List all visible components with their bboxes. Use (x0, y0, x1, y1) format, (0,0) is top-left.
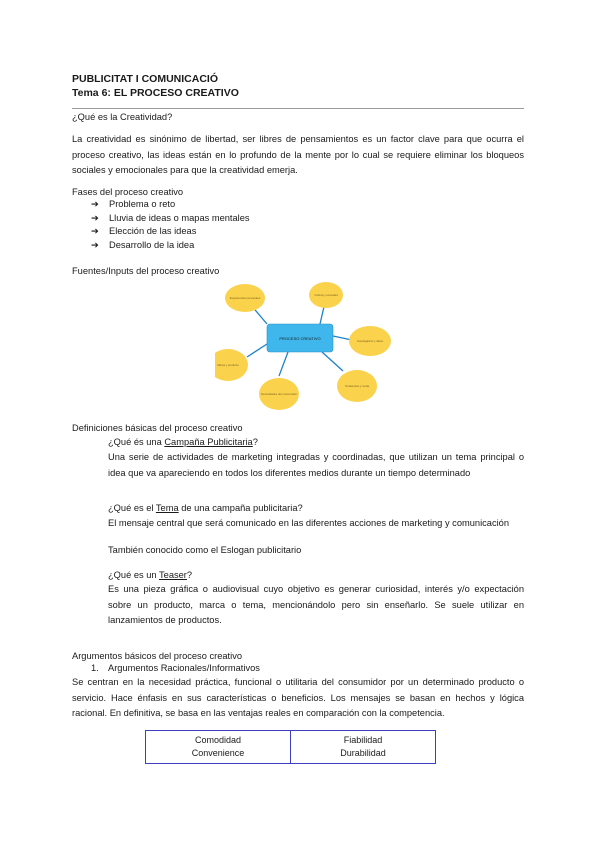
definitions-heading: Definiciones básicas del proceso creativo (72, 423, 243, 433)
creativity-paragraph: La creatividad es sinónimo de libertad, ser libres de pensamientos es un factor clave para que ocurra el proceso creativo, las ideas están en lo profundo de la mente por lo cual se requiere eliminar los bloqueos sociales y emocionales para que la creatividad emerja. (72, 134, 524, 175)
definition-answer: Es una pieza gráfica o audiovisual cuyo objetivo es generar curiosidad, interés y/o expectación sobre un producto, marca o tema, mencionándolo pero sin enseñarlo. Se suele utilizar en lanzamientos de productos. (108, 584, 524, 625)
creative-process-diagram (215, 278, 395, 418)
definition-question: ¿Qué es un Teaser? (108, 570, 193, 580)
definition-question: ¿Qué és una Campaña Publicitaria? (108, 437, 258, 447)
header-divider (72, 108, 524, 109)
list-item: ➔ Desarrollo de la idea (91, 239, 250, 253)
arrow-right-icon: ➔ (91, 239, 99, 250)
arguments-heading: Argumentos básicos del proceso creativo (72, 651, 243, 661)
arrow-right-icon: ➔ (91, 226, 99, 236)
list-item: ➔ Elección de las ideas (91, 225, 250, 239)
svg-text:Tendencias y moda: Tendencias y moda (344, 384, 370, 388)
list-item: ➔ Lluvia de ideas o mapas mentales (91, 212, 250, 226)
arrow-right-icon: ➔ (91, 212, 99, 223)
definition-answer: El mensaje central que será comunicado en las diferentes acciones de marketing y comunicación (108, 518, 510, 528)
table-cell: Comodidad Convenience (146, 731, 291, 764)
definition-answer: Una serie de actividades de marketing integradas y coordinadas, que utilizan un tema principal o idea que va apareciendo en todos los diferentes medios durante un tiempo determinado (108, 452, 524, 478)
phases-heading: Fases del proceso creativo (72, 187, 184, 197)
table-row (146, 731, 436, 764)
sources-heading: Fuentes/Inputs del proceso creativo (72, 266, 220, 276)
connector (322, 352, 343, 371)
svg-text:Cultura y sociedad: Cultura y sociedad (314, 293, 338, 297)
svg-text:Experiencias personales: Experiencias personales (229, 296, 261, 300)
connector (247, 344, 267, 357)
topic-title: Tema 6: EL PROCESO CREATIVO (72, 87, 239, 99)
defined-term: Campaña Publicitaria (164, 437, 253, 447)
defined-term: Tema (155, 503, 179, 513)
course-title: PUBLICITAT I COMUNICACIÓ (72, 73, 219, 85)
list-item: ➔ Problema o reto (91, 198, 250, 212)
phases-list (91, 198, 250, 252)
connector (279, 352, 288, 376)
svg-text:Marca y producto: Marca y producto (217, 363, 239, 367)
defined-term: Teaser (159, 570, 187, 580)
svg-text:Investigación y datos: Investigación y datos (356, 339, 384, 343)
table-cell: Fiabilidad Durabilidad (291, 731, 436, 764)
definition-note: También conocido como el Eslogan publicitario (108, 545, 302, 555)
arguments-subheading: 1. Argumentos Racionales/Informativos (91, 663, 260, 673)
arguments-paragraph: Se centran en la necesidad práctica, funcional o utilitaria del consumidor por un determinado producto o servicio. Hace énfasis en sus características o beneficios. Los mensajes se basan en hechos y lógica racional. En definitiva, se basa en las ventajas reales en comparación con la competencia. (72, 677, 524, 718)
arguments-table (145, 730, 436, 764)
svg-text:Necesidades del consumidor: Necesidades del consumidor (261, 392, 297, 396)
definition-question: ¿Qué es el Tema de una campaña publicitaria? (108, 503, 303, 513)
arrow-right-icon: ➔ (91, 199, 99, 209)
center-box-label: PROCESO CREATIVO (279, 336, 321, 341)
creativity-question: ¿Qué es la Creatividad? (72, 112, 173, 122)
